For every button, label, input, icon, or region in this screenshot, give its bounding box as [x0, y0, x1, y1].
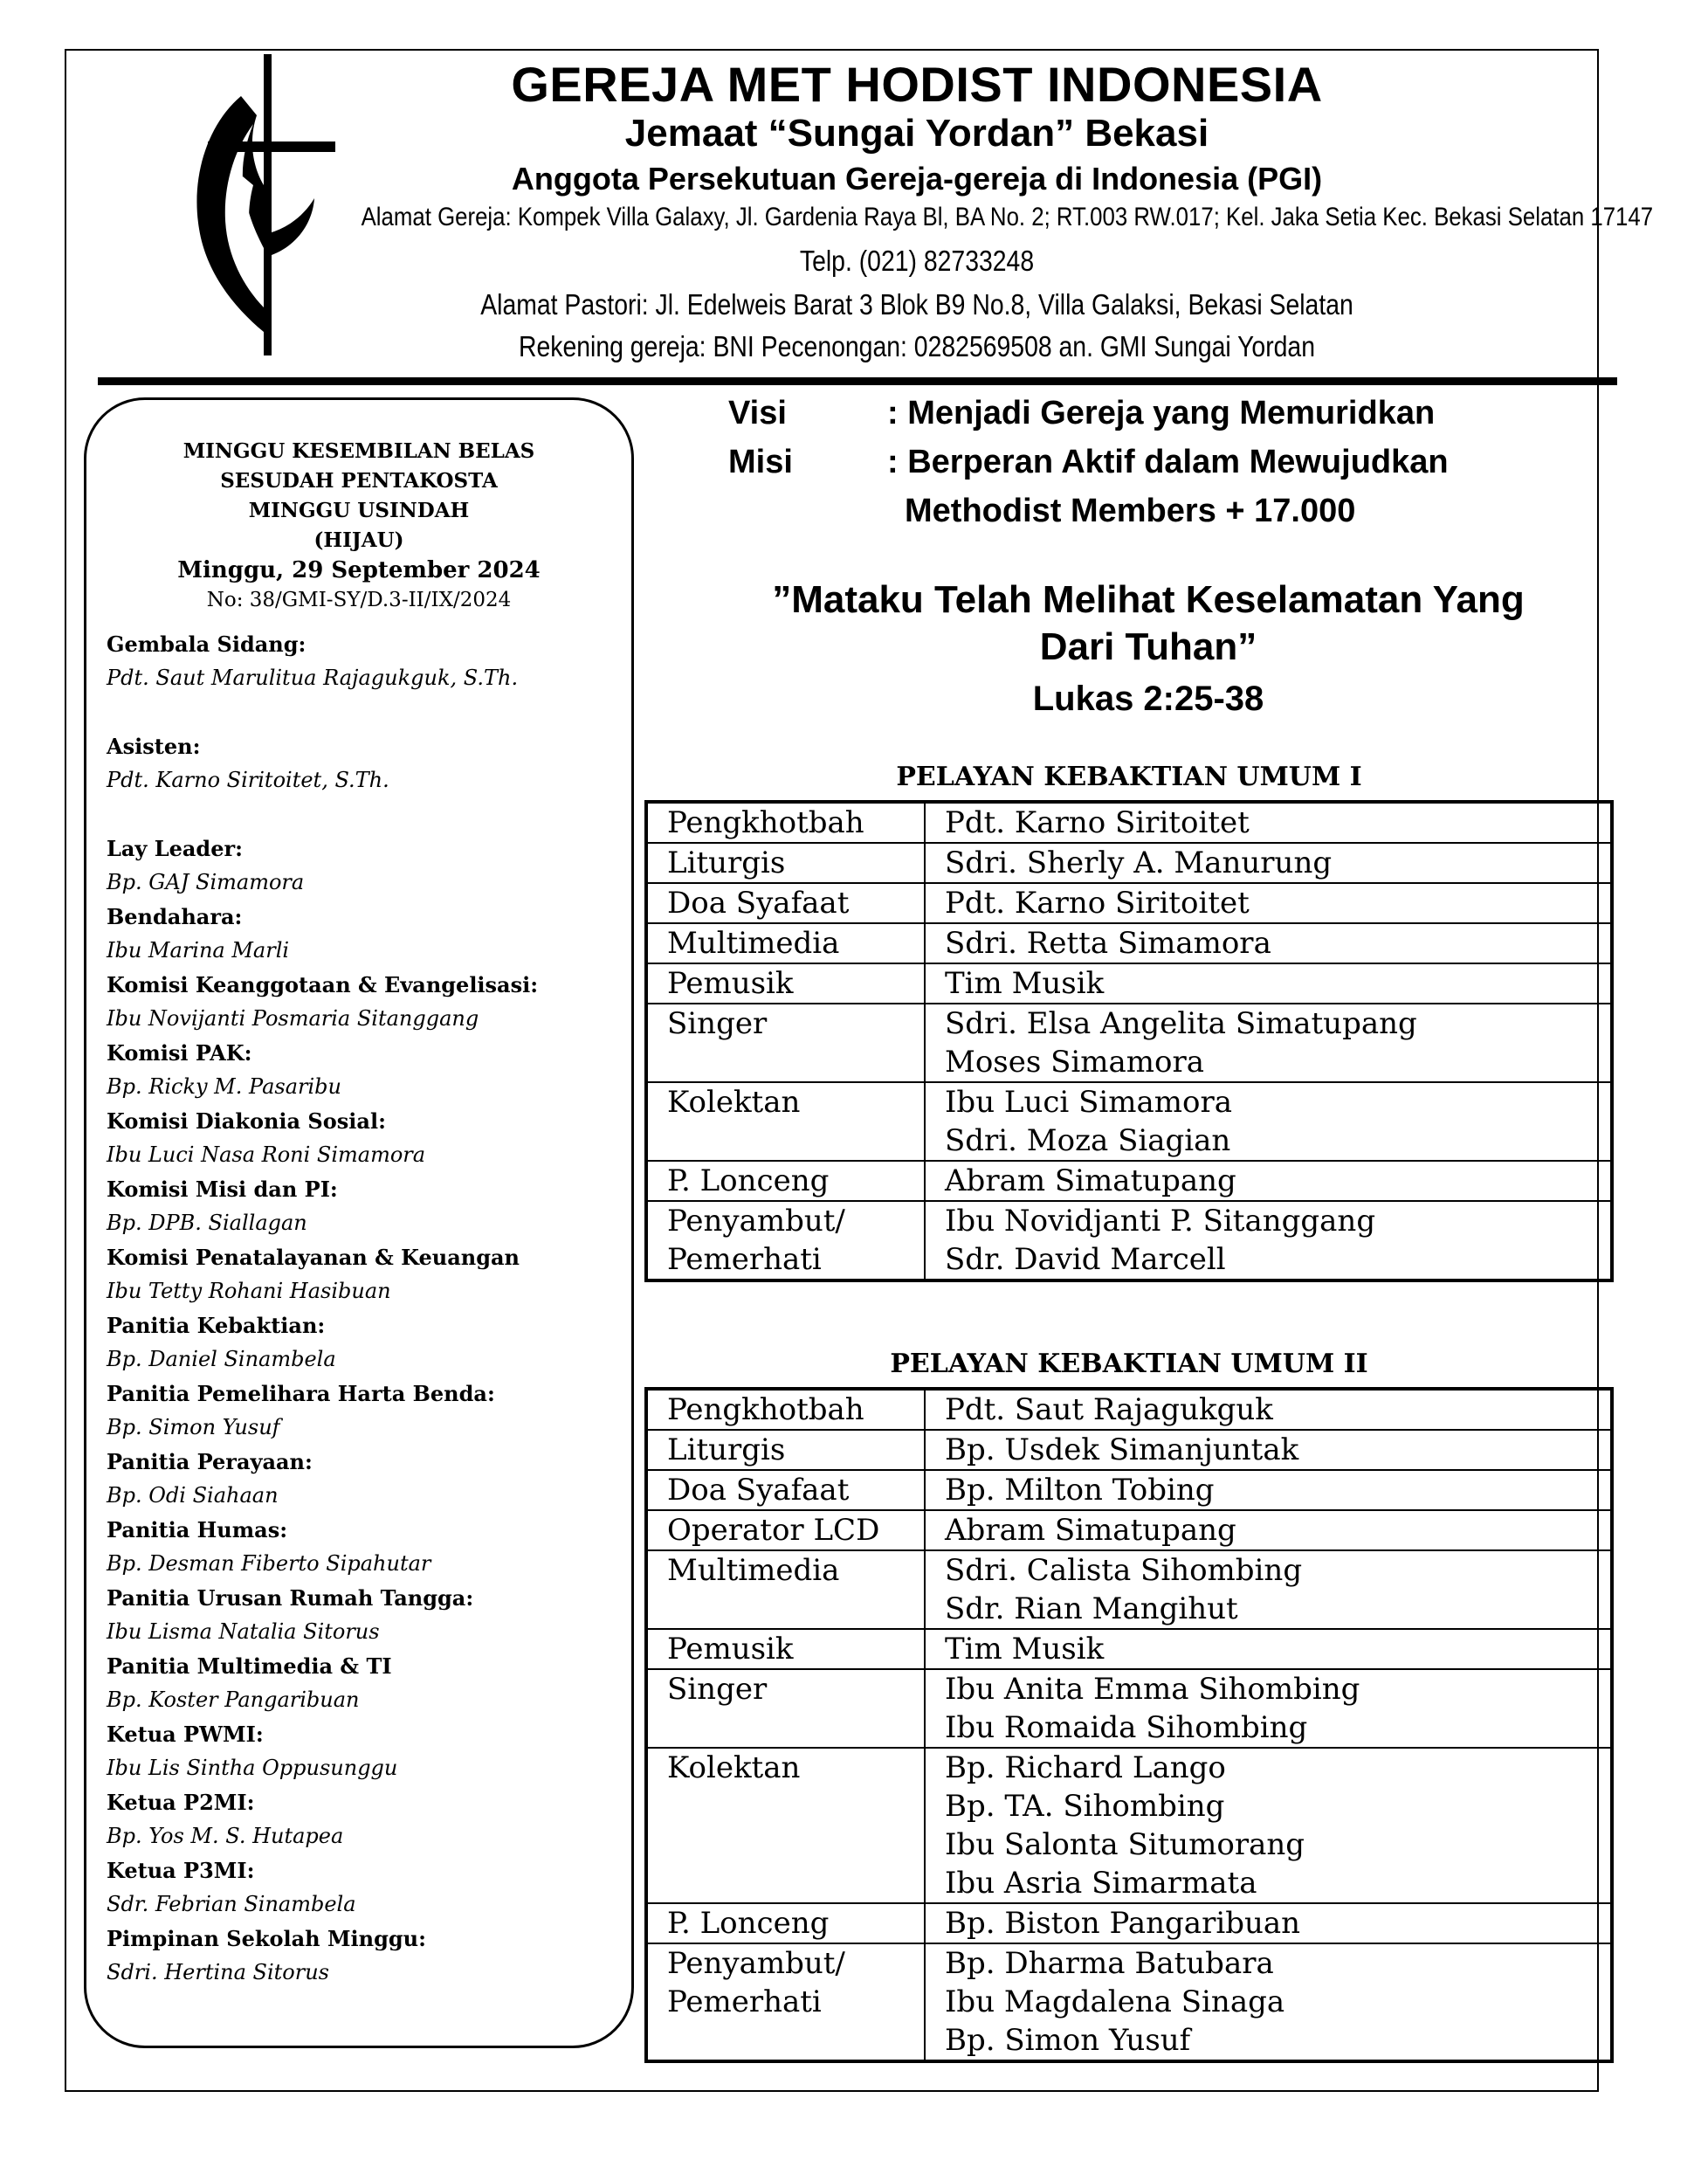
service-names-cell: [925, 923, 1612, 963]
leadership-item: [107, 1853, 630, 1922]
service-role: Singer: [667, 1006, 768, 1041]
service-role-cell: [646, 963, 925, 1004]
server-name: Tim Musik: [945, 966, 1105, 1001]
leadership-role-title: Panitia Humas:: [107, 1517, 288, 1542]
service-role-cell: [646, 1004, 925, 1082]
service-role: Kolektan: [667, 1750, 801, 1785]
misi-text-continued: Methodist Members + 17.000: [905, 493, 1356, 529]
leadership-role-title: Komisi PAK:: [107, 1040, 252, 1066]
table-row: [646, 1389, 1612, 1430]
visi-label: Visi: [728, 395, 787, 431]
leadership-person-name: Bp. Simon Yusuf: [107, 1415, 280, 1439]
table-row: [646, 1430, 1612, 1470]
leadership-role-title: Pimpinan Sekolah Minggu:: [107, 1926, 426, 1951]
service-role: Pemusik: [667, 1632, 794, 1667]
server-name: Bp. Simon Yusuf: [945, 2023, 1191, 2058]
leadership-list: [107, 627, 630, 1990]
service-role: Pengkhotbah: [667, 1392, 864, 1427]
leadership-person-name: Bp. Koster Pangaribuan: [107, 1687, 360, 1712]
service-role: Singer: [667, 1672, 768, 1707]
table-row: [646, 843, 1612, 883]
server-name: Ibu Salonta Situmorang: [945, 1827, 1305, 1862]
leadership-person-name: Bp. DPB. Siallagan: [107, 1211, 307, 1235]
misi-label: Misi: [728, 444, 793, 480]
service-role-cell: [646, 923, 925, 963]
service-role-cell: [646, 1389, 925, 1430]
leadership-person-name: Bp. Odi Siahaan: [107, 1483, 279, 1508]
service-names-cell: [925, 1470, 1612, 1510]
server-name: Bp. Richard Lango: [945, 1750, 1226, 1785]
service-role-cell: [646, 1510, 925, 1550]
leadership-item: [107, 832, 630, 900]
service-names-cell: [925, 1201, 1612, 1280]
table-row: [646, 1669, 1612, 1748]
service-role: P. Lonceng: [667, 1163, 830, 1198]
service-names-cell: [925, 1748, 1612, 1903]
service-names-cell: [925, 1004, 1612, 1082]
leadership-item: [107, 1308, 630, 1377]
leadership-role-title: Panitia Pemelihara Harta Benda:: [107, 1381, 495, 1406]
server-name: Bp. Biston Pangaribuan: [945, 1906, 1301, 1941]
sidebar-heading: [84, 437, 634, 615]
sunday-theme: MINGGU USINDAH: [248, 499, 470, 522]
table-row: [646, 1161, 1612, 1201]
spacer: [107, 695, 630, 729]
leadership-person-name: Bp. Ricky M. Pasaribu: [107, 1074, 341, 1099]
server-name: Pdt. Karno Siritoitet: [945, 805, 1250, 840]
leadership-person-name: Bp. Desman Fiberto Sipahutar: [107, 1551, 431, 1576]
server-name: Sdr. David Marcell: [945, 1242, 1226, 1277]
leadership-role-title: Panitia Kebaktian:: [107, 1313, 326, 1338]
leadership-person-name: Ibu Luci Nasa Roni Simamora: [107, 1142, 426, 1167]
service-role-cell: [646, 1082, 925, 1161]
server-name: Ibu Novidjanti P. Sitanggang: [945, 1204, 1376, 1239]
service2-table: [644, 1387, 1614, 2063]
server-name: Ibu Magdalena Sinaga: [945, 1984, 1285, 2019]
service-names-cell: [925, 1550, 1612, 1629]
server-name: Sdri. Elsa Angelita Simatupang: [945, 1006, 1417, 1041]
service-role: Pemusik: [667, 966, 794, 1001]
leadership-item: [107, 1036, 630, 1104]
liturgical-season: SESUDAH PENTAKOSTA: [220, 469, 498, 493]
service-role: Penyambut/: [667, 1946, 845, 1981]
leadership-item: [107, 1581, 630, 1649]
service-role-cell: [646, 1550, 925, 1629]
service-role-cell: [646, 1470, 925, 1510]
server-name: Sdr. Rian Mangihut: [945, 1591, 1238, 1626]
leadership-item: [107, 1377, 630, 1445]
table-row: [646, 802, 1612, 843]
leadership-person-name: Bp. Yos M. S. Hutapea: [107, 1824, 344, 1848]
table-row: [646, 923, 1612, 963]
bank-account: Rekening gereja: BNI Pecenongan: 0282569508 an. GMI Sungai Yordan: [518, 330, 1316, 362]
service-role: Multimedia: [667, 1553, 840, 1588]
service-names-cell: [925, 1510, 1612, 1550]
membership-line: Anggota Persekutuan Gereja-gereja di Indonesia (PGI): [511, 161, 1323, 197]
server-name: Sdri. Calista Sihombing: [945, 1553, 1303, 1588]
liturgical-week: MINGGU KESEMBILAN BELAS: [183, 439, 535, 463]
service-names-cell: [925, 963, 1612, 1004]
service-role: Doa Syafaat: [667, 886, 850, 921]
table-row: [646, 1903, 1612, 1943]
misi-text: : Berperan Aktif dalam Mewujudkan: [887, 444, 1449, 480]
leadership-item: [107, 1717, 630, 1785]
server-name: Bp. Milton Tobing: [945, 1473, 1215, 1508]
service-role: P. Lonceng: [667, 1906, 830, 1941]
leadership-role-title: Gembala Sidang:: [107, 631, 306, 657]
service-role-cell: [646, 1943, 925, 2061]
service-names-cell: [925, 1389, 1612, 1430]
service-role: Liturgis: [667, 845, 786, 880]
service-role: Pengkhotbah: [667, 805, 864, 840]
service2-title: PELAYAN KEBAKTIAN UMUM II: [890, 1349, 1368, 1379]
leadership-item: [107, 627, 630, 695]
leadership-person-name: Ibu Lisma Natalia Sitorus: [107, 1619, 380, 1644]
service1-table: [644, 800, 1614, 1282]
server-name: Bp. Dharma Batubara: [945, 1946, 1274, 1981]
leadership-person-name: Ibu Novijanti Posmaria Sitanggang: [107, 1006, 479, 1031]
server-name: Ibu Romaida Sihombing: [945, 1710, 1308, 1745]
leadership-person-name: Sdr. Febrian Sinambela: [107, 1892, 356, 1916]
service-role: Doa Syafaat: [667, 1473, 850, 1508]
server-name: Ibu Luci Simamora: [945, 1085, 1233, 1120]
leadership-item: [107, 968, 630, 1036]
service-names-cell: [925, 1430, 1612, 1470]
church-name: GEREJA MET HODIST INDONESIA: [511, 57, 1323, 112]
header-divider: [98, 377, 1617, 385]
leadership-role-title: Ketua P2MI:: [107, 1790, 255, 1815]
service-names-cell: [925, 802, 1612, 843]
leadership-item: [107, 1513, 630, 1581]
church-address: Alamat Gereja: Kompek Villa Galaxy, Jl. Gardenia Raya Bl, BA No. 2; RT.003 RW.017; Kel. Jaka Setia Kec. Bekasi Selatan 17147: [361, 203, 1654, 231]
leadership-item: [107, 1785, 630, 1853]
service-role-cell: [646, 843, 925, 883]
liturgical-color: (HIJAU): [313, 528, 404, 552]
service-names-cell: [925, 883, 1612, 923]
service-role-cell: [646, 1903, 925, 1943]
scripture-reference: Lukas 2:25-38: [1032, 680, 1264, 718]
leadership-role-title: Bendahara:: [107, 904, 243, 929]
leadership-item: [107, 1649, 630, 1717]
service-role-cell: [646, 1669, 925, 1748]
service-role: Penyambut/: [667, 1204, 845, 1239]
service-names-cell: [925, 1082, 1612, 1161]
service-role-cell: [646, 1201, 925, 1280]
leadership-role-title: Asisten:: [107, 734, 201, 759]
service-role: Liturgis: [667, 1432, 786, 1467]
leadership-person-name: Ibu Marina Marli: [107, 938, 290, 963]
leadership-person-name: Pdt. Karno Siritoitet, S.Th.: [107, 768, 389, 792]
bulletin-date: Minggu, 29 September 2024: [177, 557, 541, 583]
service-names-cell: [925, 843, 1612, 883]
table-row: [646, 1748, 1612, 1903]
service-names-cell: [925, 1629, 1612, 1669]
parsonage-address: Alamat Pastori: Jl. Edelweis Barat 3 Blok B9 No.8, Villa Galaksi, Bekasi Selatan: [480, 288, 1353, 321]
leadership-person-name: Ibu Tetty Rohani Hasibuan: [107, 1279, 391, 1303]
leadership-role-title: Komisi Misi dan PI:: [107, 1177, 338, 1202]
sermon-theme-line1: ”Mataku Telah Melihat Keselamatan Yang: [772, 578, 1525, 621]
server-name: Pdt. Saut Rajagukguk: [945, 1392, 1273, 1427]
server-name: Moses Simamora: [945, 1045, 1205, 1080]
table-row: [646, 883, 1612, 923]
leadership-item: [107, 1445, 630, 1513]
leadership-role-title: Ketua PWMI:: [107, 1722, 264, 1747]
sermon-theme-line2: Dari Tuhan”: [1039, 625, 1257, 668]
leadership-role-title: Lay Leader:: [107, 836, 243, 861]
visi-text: : Menjadi Gereja yang Memuridkan: [887, 395, 1436, 431]
leadership-role-title: Panitia Urusan Rumah Tangga:: [107, 1585, 474, 1611]
leadership-role-title: Komisi Penatalayanan & Keuangan: [107, 1245, 520, 1270]
service1-title: PELAYAN KEBAKTIAN UMUM I: [896, 762, 1362, 792]
leadership-item: [107, 1172, 630, 1240]
table-row: [646, 1470, 1612, 1510]
service-names-cell: [925, 1161, 1612, 1201]
leadership-person-name: Pdt. Saut Marulitua Rajagukguk, S.Th.: [107, 666, 519, 690]
server-name: Pdt. Karno Siritoitet: [945, 886, 1250, 921]
server-name: Tim Musik: [945, 1632, 1105, 1667]
service-names-cell: [925, 1943, 1612, 2061]
table-row: [646, 1004, 1612, 1082]
service-role-cell: [646, 1161, 925, 1201]
service-role-cell: [646, 1748, 925, 1903]
table-row: [646, 1943, 1612, 2061]
server-name: Sdri. Moza Siagian: [945, 1123, 1231, 1158]
phone-number: Telp. (021) 82733248: [799, 245, 1035, 277]
leadership-role-title: Komisi Diakonia Sosial:: [107, 1108, 386, 1134]
leadership-person-name: Sdri. Hertina Sitorus: [107, 1960, 329, 1984]
leadership-item: [107, 1104, 630, 1172]
service-role: Pemerhati: [667, 1242, 822, 1277]
service-role: Kolektan: [667, 1085, 801, 1120]
server-name: Ibu Asria Simarmata: [945, 1866, 1257, 1901]
server-name: Sdri. Retta Simamora: [945, 926, 1271, 961]
congregation-name: Jemaat “Sungai Yordan” Bekasi: [624, 112, 1209, 155]
table-row: [646, 1201, 1612, 1280]
table-row: [646, 1510, 1612, 1550]
leadership-person-name: Bp. Daniel Sinambela: [107, 1347, 336, 1371]
service-role-cell: [646, 802, 925, 843]
leadership-person-name: Ibu Lis Sintha Oppusunggu: [107, 1756, 398, 1780]
service-role-cell: [646, 883, 925, 923]
leadership-item: [107, 729, 630, 797]
bulletin-number: No: 38/GMI-SY/D.3-II/IX/2024: [206, 589, 512, 611]
table-row: [646, 1629, 1612, 1669]
leadership-role-title: Ketua P3MI:: [107, 1858, 255, 1883]
service-role: Operator LCD: [667, 1513, 880, 1548]
leadership-item: [107, 900, 630, 968]
spacer: [107, 797, 630, 832]
service-names-cell: [925, 1903, 1612, 1943]
leadership-role-title: Panitia Perayaan:: [107, 1449, 313, 1474]
server-name: Ibu Anita Emma Sihombing: [945, 1672, 1360, 1707]
leadership-role-title: Komisi Keanggotaan & Evangelisasi:: [107, 972, 539, 997]
service-role: Multimedia: [667, 926, 840, 961]
table-row: [646, 1082, 1612, 1161]
server-name: Abram Simatupang: [945, 1163, 1236, 1198]
leadership-item: [107, 1922, 630, 1990]
server-name: Bp. Usdek Simanjuntak: [945, 1432, 1299, 1467]
service-role-cell: [646, 1430, 925, 1470]
server-name: Abram Simatupang: [945, 1513, 1236, 1548]
server-name: Sdri. Sherly A. Manurung: [945, 845, 1333, 880]
table-row: [646, 1550, 1612, 1629]
leadership-item: [107, 1240, 630, 1308]
table-row: [646, 963, 1612, 1004]
leadership-role-title: Panitia Multimedia & TI: [107, 1653, 392, 1679]
service-role-cell: [646, 1629, 925, 1669]
server-name: Bp. TA. Sihombing: [945, 1789, 1225, 1824]
leadership-person-name: Bp. GAJ Simamora: [107, 870, 305, 894]
service-names-cell: [925, 1669, 1612, 1748]
service-role: Pemerhati: [667, 1984, 822, 2019]
